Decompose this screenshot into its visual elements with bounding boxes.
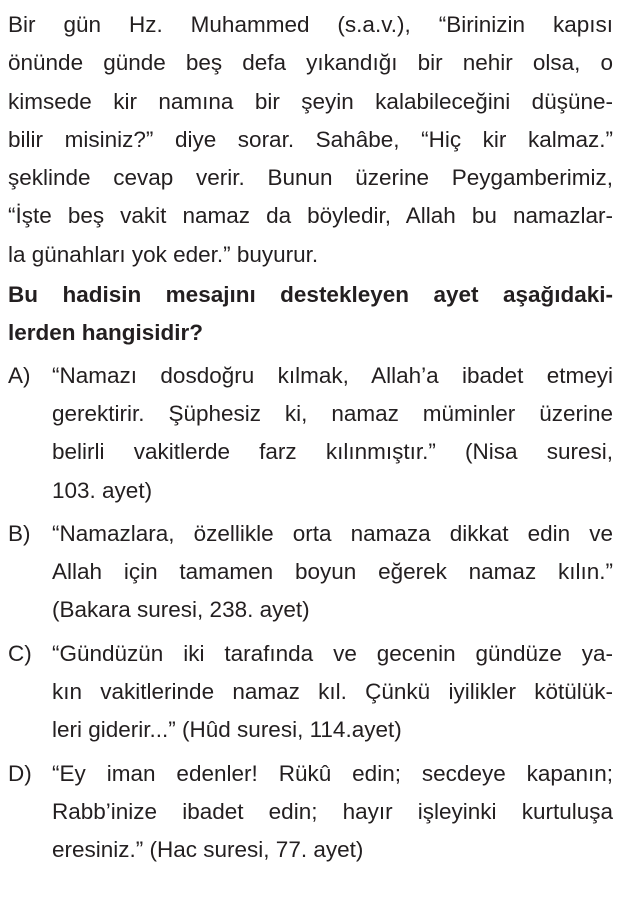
passage-line: “İşte beş vakit namaz da böyledir, Allah bu namazlar- bbox=[8, 203, 613, 229]
option-line: kın vakitlerinde namaz kıl. Çünkü iyilikler kötülük- bbox=[52, 679, 613, 705]
passage-line: şeklinde cevap verir. Bunun üzerine Peygamberimiz, bbox=[8, 165, 613, 191]
option-line: Allah için tamamen boyun eğerek namaz kılın.” bbox=[52, 559, 613, 585]
option-line: 103. ayet) bbox=[52, 477, 153, 503]
option-line: (Bakara suresi, 238. ayet) bbox=[52, 597, 310, 623]
option-line: gerektirir. Şüphesiz ki, namaz müminler üzerine bbox=[52, 400, 613, 426]
option-text bbox=[52, 515, 613, 630]
option-letter: D) bbox=[8, 760, 32, 786]
option-line: “Gündüzün iki tarafında ve gecenin gündüze ya- bbox=[52, 640, 613, 666]
option-line: belirli vakitlerde farz kılınmıştır.” (Nisa suresi, bbox=[52, 439, 613, 465]
option-b[interactable] bbox=[8, 515, 613, 630]
option-letter: B) bbox=[8, 520, 31, 546]
passage-line: bilir misiniz?” diye sorar. Sahâbe, “Hiç kir kalmaz.” bbox=[8, 126, 613, 152]
question-line: Bu hadisin mesajını destekleyen ayet aşağıdaki- bbox=[8, 282, 613, 308]
option-line: “Namazlara, özellikle orta namaza dikkat edin ve bbox=[52, 520, 613, 546]
question-stem bbox=[8, 276, 613, 353]
passage-line: la günahları yok eder.” buyurur. bbox=[8, 241, 319, 267]
passage-line: önünde günde beş defa yıkandığı bir nehir olsa, o bbox=[8, 50, 613, 76]
option-line: leri giderir...” (Hûd suresi, 114.ayet) bbox=[52, 717, 402, 743]
option-text bbox=[52, 357, 613, 510]
option-letter: A) bbox=[8, 362, 31, 388]
option-line: “Namazı dosdoğru kılmak, Allah’a ibadet etmeyi bbox=[52, 362, 613, 388]
option-text bbox=[52, 635, 613, 750]
option-line: eresiniz.” (Hac suresi, 77. ayet) bbox=[52, 837, 364, 863]
option-d[interactable] bbox=[8, 755, 613, 870]
question-line: lerden hangisidir? bbox=[8, 320, 204, 346]
option-c[interactable] bbox=[8, 635, 613, 750]
option-a[interactable] bbox=[8, 357, 613, 510]
option-text bbox=[52, 755, 613, 870]
option-letter: C) bbox=[8, 640, 32, 666]
question-page bbox=[8, 6, 613, 870]
option-line: “Ey iman edenler! Rükû edin; secdeye kapanın; bbox=[52, 760, 613, 786]
hadith-passage bbox=[8, 6, 613, 274]
passage-line: kimsede kir namına bir şeyin kalabileceğini düşüne- bbox=[8, 88, 613, 114]
passage-line: Bir gün Hz. Muhammed (s.a.v.), “Birinizin kapısı bbox=[8, 12, 613, 37]
option-line: Rabb’inize ibadet edin; hayır işleyinki kurtuluşa bbox=[52, 798, 613, 824]
